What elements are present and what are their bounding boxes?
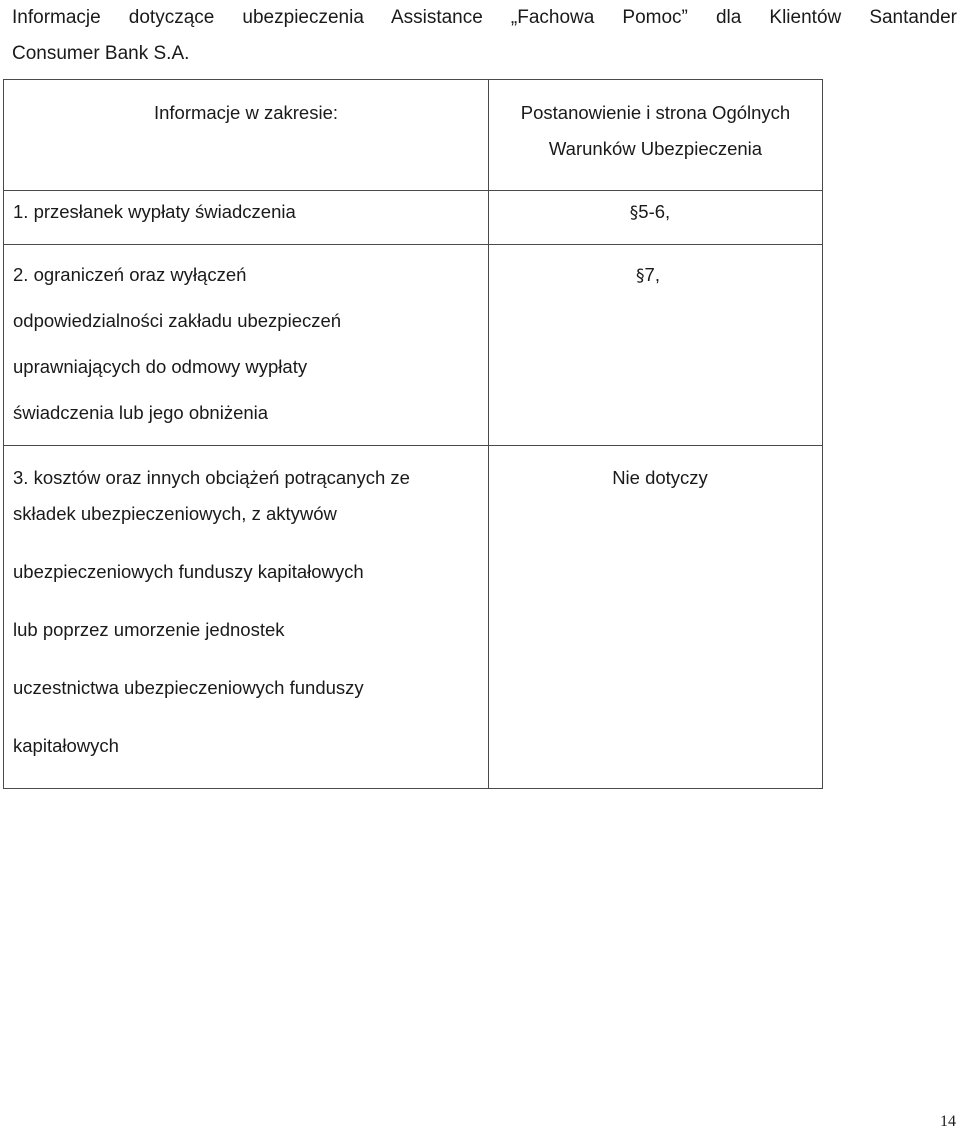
document-title-line-1: Informacje dotyczące ubezpieczenia Assistance „Fachowa Pomoc” dla Klientów Santander — [12, 7, 957, 28]
header-scope-label: Informacje w zakresie: — [153, 102, 339, 123]
provision-value: Nie dotyczy — [612, 467, 708, 488]
page-number: 14 — [940, 1113, 956, 1130]
scope-text-line: składek ubezpieczeniowych, z aktywów — [13, 503, 337, 524]
table-header-row — [4, 80, 823, 191]
scope-cell — [4, 245, 489, 446]
scope-text-line: odpowiedzialności zakładu ubezpieczeń — [13, 310, 342, 331]
scope-cell — [4, 191, 489, 245]
scope-text: 1. przesłanek wypłaty świadczenia — [13, 201, 296, 222]
scope-text-line: ubezpieczeniowych funduszy kapitałowych — [13, 561, 364, 582]
scope-text-line: lub poprzez umorzenie jednostek — [13, 619, 285, 640]
provision-cell — [489, 245, 823, 446]
table-row — [4, 245, 823, 446]
provision-value: 5-6, — [638, 201, 671, 222]
document-title — [12, 0, 957, 72]
provision-cell — [489, 446, 823, 789]
scope-text-line: 3. kosztów oraz innych obciążeń potrącanych ze — [13, 467, 410, 488]
section-symbol: § — [629, 203, 639, 223]
document-title-line-2: Consumer Bank S.A. — [12, 43, 190, 64]
header-cell-provision — [489, 80, 823, 191]
section-symbol: § — [636, 266, 645, 286]
information-table — [3, 79, 823, 789]
provision-value: 7, — [644, 264, 660, 285]
header-cell-scope — [4, 80, 489, 191]
header-provision-line-2: Warunków Ubezpieczenia — [548, 138, 763, 159]
scope-text-line: uczestnictwa ubezpieczeniowych funduszy — [13, 677, 364, 698]
header-provision-line-1: Postanowienie i strona Ogólnych — [520, 102, 791, 123]
scope-text-line: 2. ograniczeń oraz wyłączeń — [13, 264, 247, 285]
provision-cell — [489, 191, 823, 245]
table-row — [4, 191, 823, 245]
scope-text-line: kapitałowych — [13, 735, 119, 756]
table-row — [4, 446, 823, 789]
scope-cell — [4, 446, 489, 789]
scope-text-line: świadczenia lub jego obniżenia — [13, 402, 269, 423]
scope-text-line: uprawniających do odmowy wypłaty — [13, 356, 308, 377]
